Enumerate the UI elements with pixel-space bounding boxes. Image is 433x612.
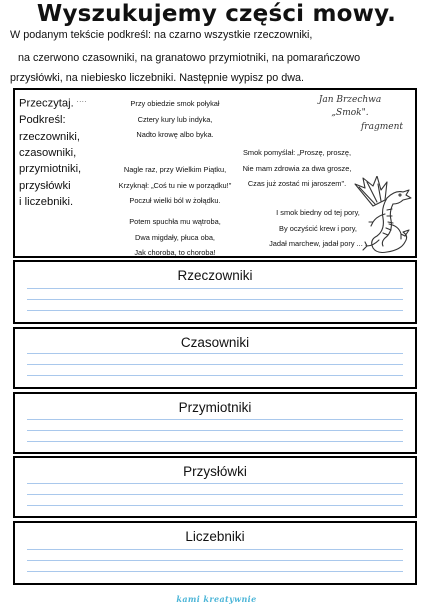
instruction-line-2: na czerwono czasowniki, na granatowo przymiotniki, na pomarańczowo (18, 52, 361, 64)
task-item: Przeczytaj. .... (19, 97, 88, 110)
poem-stanza: Przy obiedzie smok połykał Cztery kury lub indyka, Nadto krowę albo byka. (130, 99, 220, 139)
section-heading: Rzeczowniki (177, 268, 253, 283)
task-item: i liczebniki. (19, 196, 74, 209)
writing-line[interactable] (27, 288, 403, 289)
writing-line[interactable] (27, 310, 403, 311)
section-heading: Liczebniki (185, 529, 245, 544)
instruction-line-1: W podanym tekście podkreśl: na czarno wszystkie rzeczowniki, (10, 29, 313, 41)
writing-line[interactable] (27, 353, 403, 354)
poem-stanza: Potem spuchła mu wątroba, Dwa migdały, płuca oba, Jak choroba, to choroba! (129, 217, 221, 257)
section-heading: Przymiotniki (178, 400, 252, 415)
task-item: przysłówki (19, 179, 71, 192)
writing-line[interactable] (27, 364, 403, 365)
section-przymiotniki (13, 392, 417, 454)
writing-line[interactable] (27, 483, 403, 484)
writing-line[interactable] (27, 549, 403, 550)
poem-box (13, 88, 417, 258)
section-heading: Przysłówki (183, 464, 247, 479)
poem-author: Jan Brzechwa (318, 95, 382, 105)
poem-fragment-label: fragment (360, 122, 403, 132)
writing-line[interactable] (27, 375, 403, 376)
task-item: przymiotniki, (19, 163, 82, 176)
section-liczebniki (13, 521, 417, 585)
instruction-line-3: przysłówki, na niebiesko liczebniki. Następnie wypisz po dwa. (10, 72, 305, 84)
poem-title: „Smok". (331, 107, 369, 118)
section-heading: Czasowniki (180, 335, 250, 350)
dragon-icon (343, 176, 413, 256)
task-list (19, 93, 87, 211)
task-item: czasowniki, (19, 146, 77, 159)
writing-line[interactable] (27, 419, 403, 420)
writing-line[interactable] (27, 430, 403, 431)
footer-brand: kami kreatywnie (176, 594, 257, 604)
writing-line[interactable] (27, 494, 403, 495)
section-przyslowki (13, 456, 417, 518)
task-dots: .... (76, 98, 88, 104)
section-rzeczowniki (13, 260, 417, 324)
task-item: Podkreśl: (19, 114, 66, 127)
poem-stanza: Nagle raz, przy Wielkim Piątku, Krzyknął: „Coś tu nie w porządku!" Poczuł wielki ból w żołądku. (118, 165, 232, 205)
page-title: Wyszukujemy części mowy. (36, 1, 397, 27)
task-item: rzeczowniki, (19, 130, 80, 143)
poem-stanza: Smok pomyślał: „Proszę, proszę, Nie mam zdrowia za dwa grosze, Czas już zostać mi jaroszem". (242, 148, 352, 188)
poem-attribution (305, 94, 403, 134)
writing-line[interactable] (27, 441, 403, 442)
section-czasowniki (13, 327, 417, 389)
writing-line[interactable] (27, 505, 403, 506)
writing-line[interactable] (27, 560, 403, 561)
poem-stanza: I smok biedny od tej pory, By oczyścić krew i pory, Jadał marchew, jadał pory ... . (269, 208, 367, 248)
writing-line[interactable] (27, 571, 403, 572)
writing-line[interactable] (27, 299, 403, 300)
